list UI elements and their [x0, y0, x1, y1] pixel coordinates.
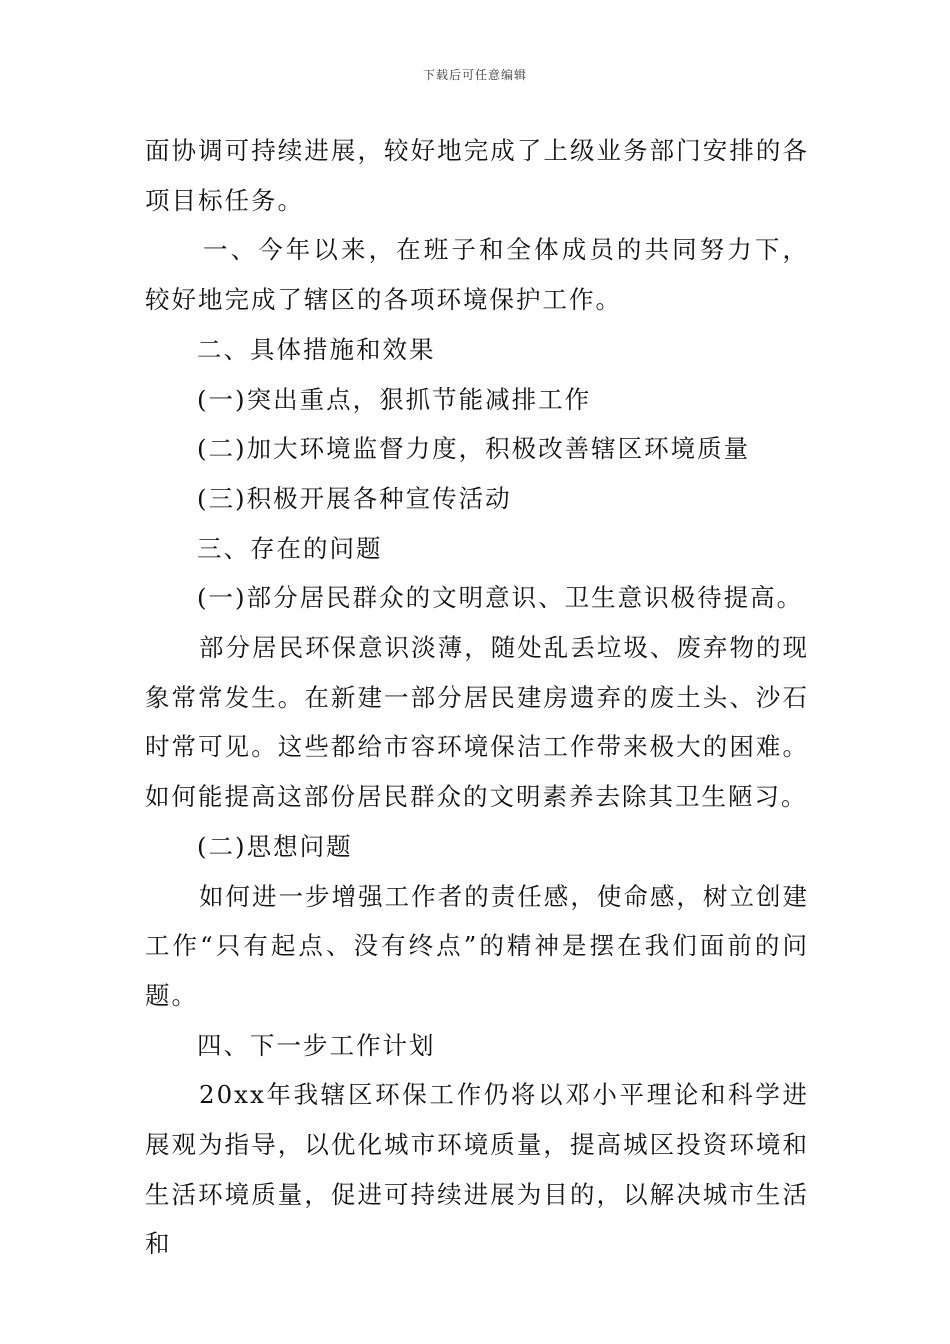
section-heading-measures: 二、具体措施和效果 [197, 334, 436, 364]
subheading-measure-two: (二)加大环境监督力度，积极改善辖区环境质量 [197, 434, 751, 464]
section-heading-next-plan: 四、下一步工作计划 [197, 1030, 436, 1060]
section-heading-problems: 三、存在的问题 [197, 533, 383, 563]
paragraph-problem-two-detail: 如何进一步增强工作者的责任感，使命感，树立创建工作“只有起点、没有终点”的精神是摆在我们面前的问题。 [145, 881, 809, 1010]
subheading-measure-three: (三)积极开展各种宣传活动 [197, 483, 512, 513]
subheading-problem-two: (二)思想问题 [197, 831, 353, 861]
subheading-measure-one: (一)突出重点，狠抓节能减排工作 [197, 384, 592, 414]
subheading-problem-one: (一)部分居民群众的文明意识、卫生意识极待提高。 [197, 583, 804, 613]
header-note: 下载后可任意编辑 [422, 68, 527, 82]
document-body [145, 126, 809, 1269]
paragraph-next-plan: 20xx年我辖区环保工作仍将以邓小平理论和科学进展观为指导，以优化城市环境质量，提高城区投资环境和生活环境质量，促进可持续进展为目的，以解决城市生活和 [145, 1080, 809, 1259]
paragraph-section-one: 一、今年以来，在班子和全体成员的共同努力下，较好地完成了辖区的各项环境保护工作。 [145, 235, 809, 315]
paragraph-continuation: 面协调可持续进展，较好地完成了上级业务部门安排的各项目标任务。 [145, 136, 809, 215]
paragraph-problem-one-detail: 部分居民环保意识淡薄，随处乱丢垃圾、废弃物的现象常常发生。在新建一部分居民建房遗弃的废土头、沙石时常可见。这些都给市容环境保洁工作带来极大的困难。如何能提高这部份居民群众的文明素养去除其卫生陋习。 [145, 633, 809, 812]
